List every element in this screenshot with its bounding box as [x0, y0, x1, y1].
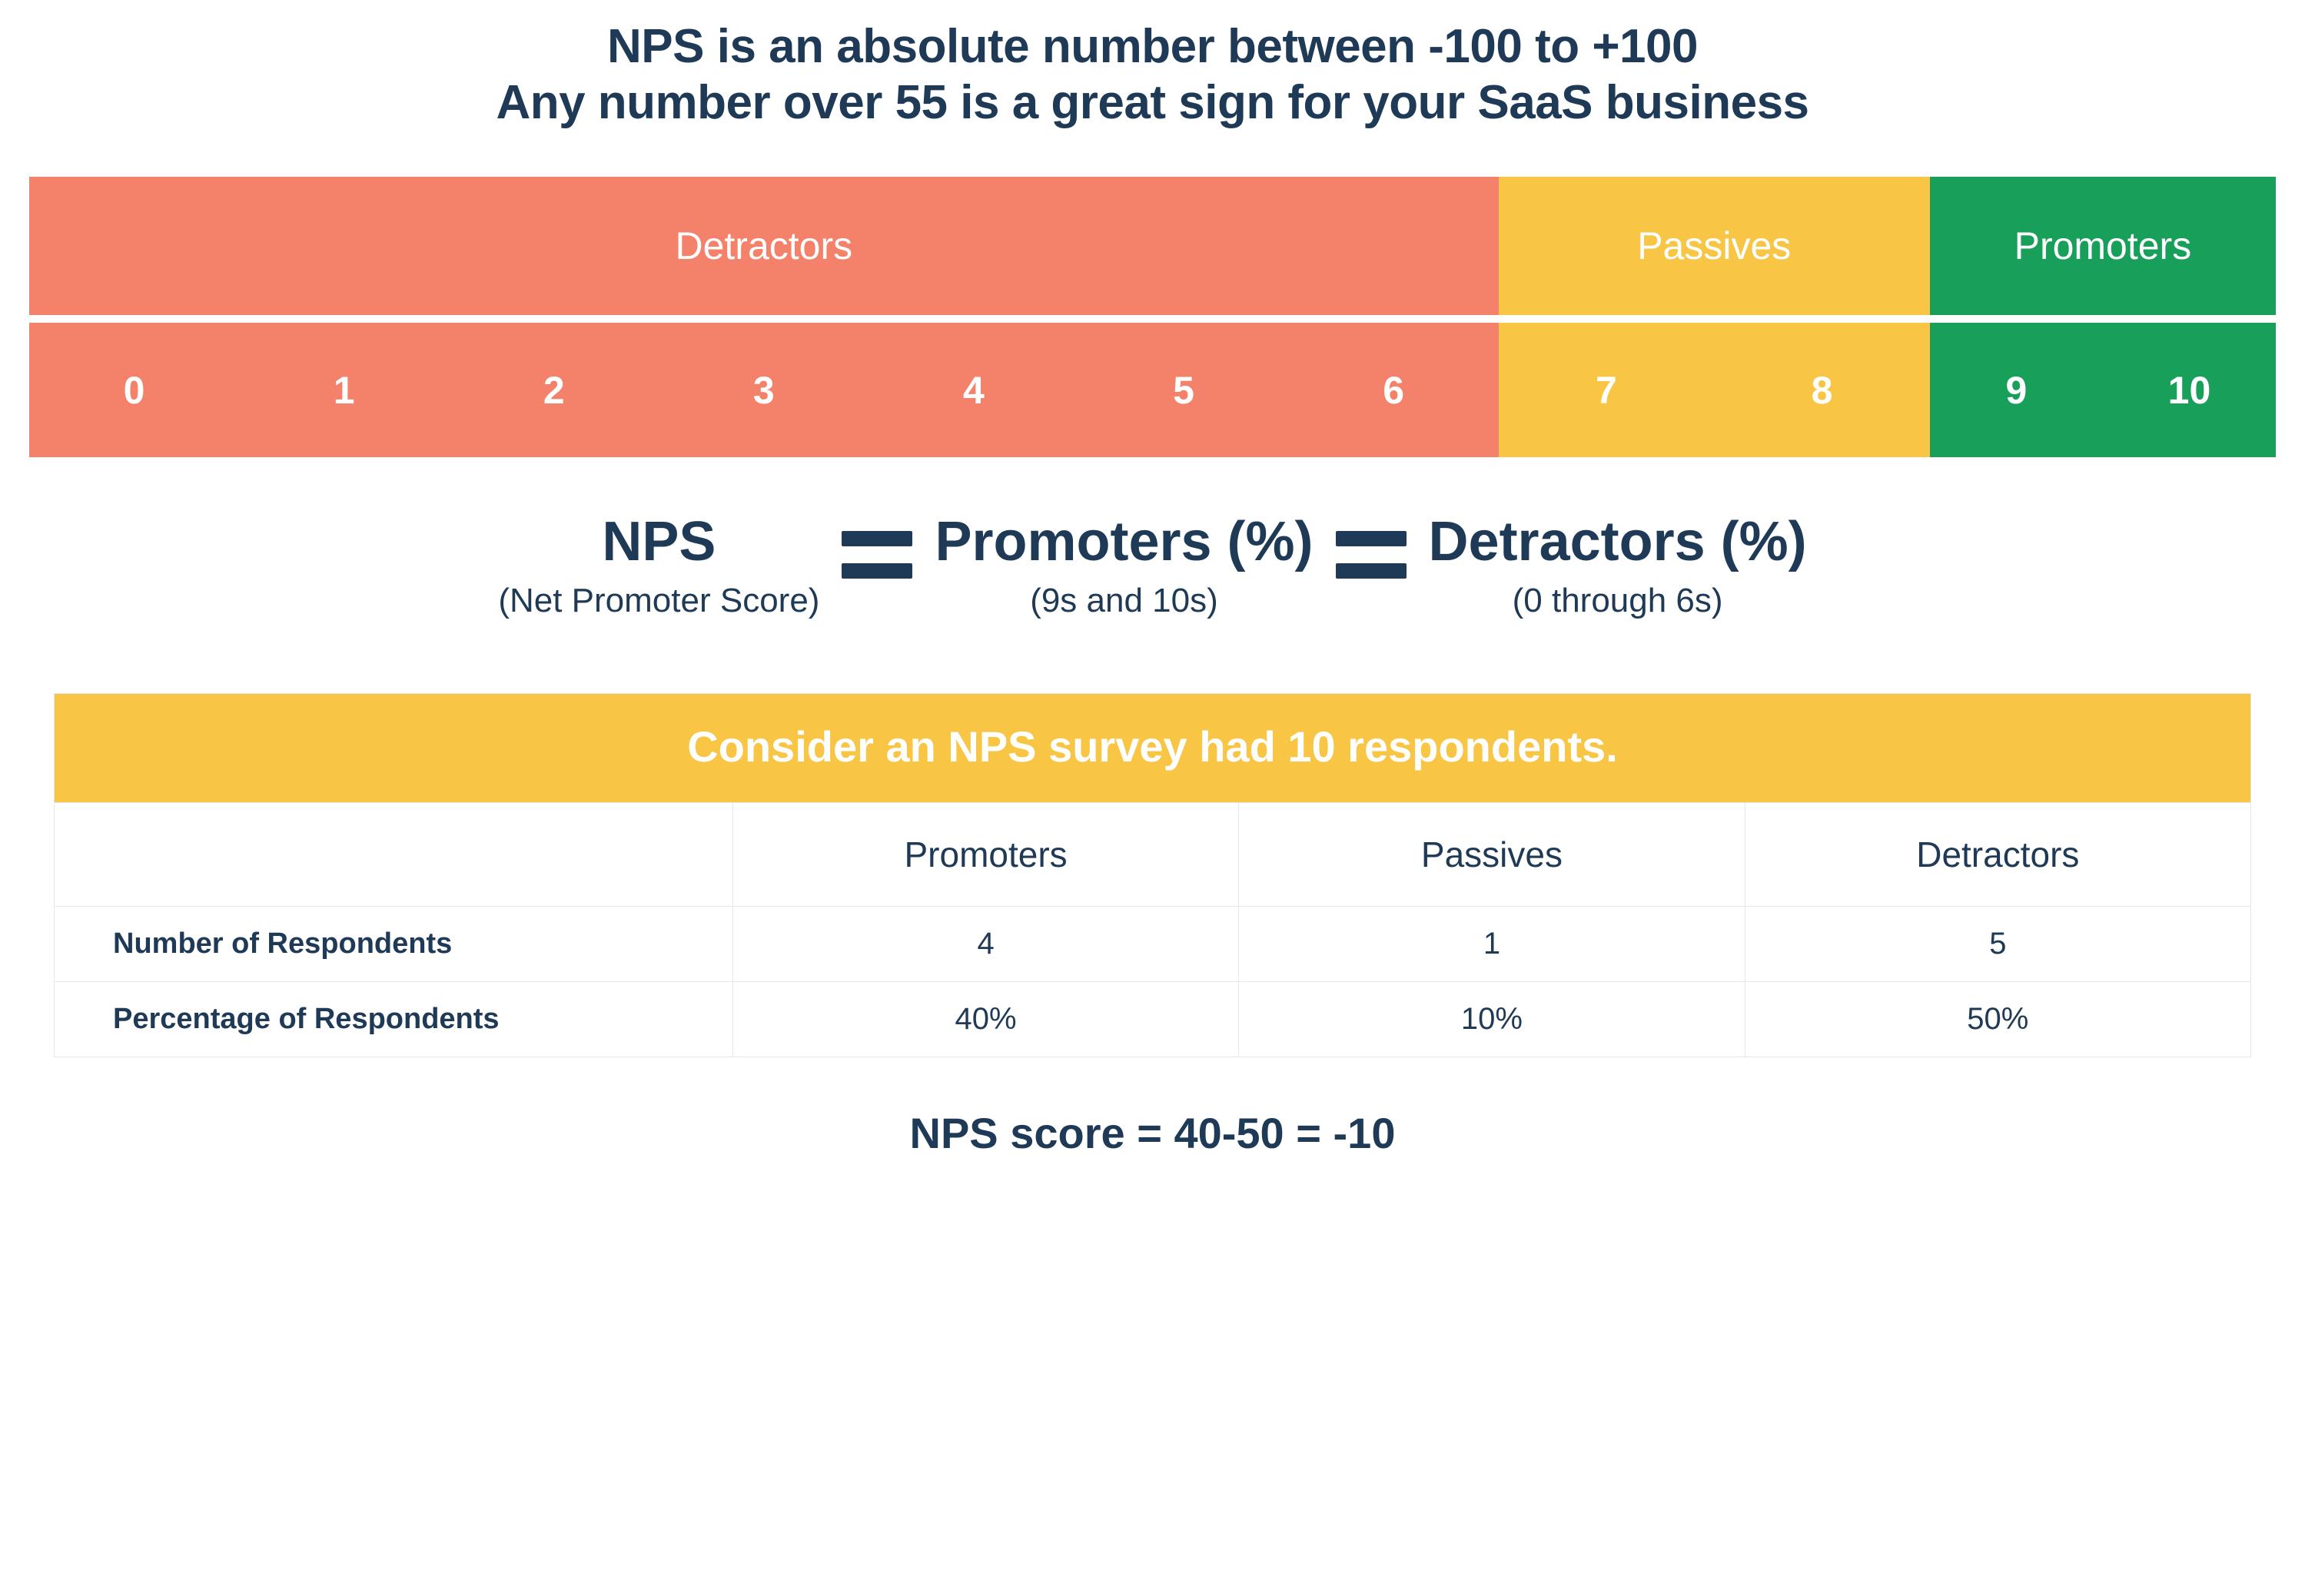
formula-term-detractors	[1429, 513, 1807, 620]
table-cell: 4	[732, 907, 1238, 982]
formula-term-detractors-main: Detractors (%)	[1428, 511, 1807, 573]
scale-segment-passives	[1499, 177, 1930, 315]
nps-scale-category-row	[29, 177, 2276, 315]
nps-formula	[0, 513, 2305, 620]
table-cell: 50%	[1745, 982, 2250, 1057]
table-header-passives: Passives	[1239, 803, 1745, 907]
table-header-row	[55, 803, 2250, 907]
nps-scale-number-row	[29, 323, 2276, 457]
table-cell: 5	[1745, 907, 2250, 982]
table-header-blank	[55, 803, 732, 907]
scale-numbers-detractors	[29, 323, 1499, 457]
scale-number: 0	[123, 368, 145, 412]
scale-segment-promoters	[1930, 177, 2276, 315]
scale-number: 9	[2005, 368, 2028, 412]
scale-segment-promoters-label: Promoters	[2014, 224, 2192, 268]
nps-scale-numbers	[29, 323, 2276, 457]
page-title-line-1: NPS is an absolute number between -100 to +100	[607, 20, 1698, 73]
table-cell: 10%	[1239, 982, 1745, 1057]
scale-number: 4	[963, 368, 985, 412]
table-cell: 40%	[732, 982, 1238, 1057]
equals-icon	[1314, 531, 1429, 579]
scale-number: 10	[2167, 368, 2211, 412]
scale-number: 2	[543, 368, 565, 412]
scale-segment-detractors	[29, 177, 1499, 315]
scale-segment-detractors-label: Detractors	[675, 224, 853, 268]
scale-number: 8	[1811, 368, 1833, 412]
scale-number: 7	[1596, 368, 1617, 412]
table-header-detractors: Detractors	[1745, 803, 2250, 907]
scale-number: 3	[752, 368, 775, 412]
scale-numbers-passives	[1499, 323, 1930, 457]
table-row-label: Percentage of Respondents	[55, 982, 732, 1057]
formula-term-detractors-sub: (0 through 6s)	[1512, 582, 1723, 620]
scale-number: 5	[1173, 368, 1194, 412]
table-row	[55, 907, 2250, 982]
example-card-title: Consider an NPS survey had 10 respondents.	[55, 694, 2250, 802]
scale-number: 1	[333, 368, 355, 412]
nps-score-result: NPS score = 40-50 = -10	[909, 1109, 1396, 1158]
scale-numbers-promoters	[1930, 323, 2276, 457]
formula-term-promoters	[935, 513, 1313, 620]
formula-term-nps	[498, 513, 819, 620]
page-title-line-2: Any number over 55 is a great sign for your SaaS business	[496, 76, 1809, 130]
example-table	[55, 802, 2250, 1057]
example-card	[54, 693, 2251, 1057]
nps-scale	[29, 177, 2276, 457]
formula-term-nps-sub: (Net Promoter Score)	[498, 582, 820, 620]
scale-number: 6	[1383, 368, 1405, 412]
formula-term-nps-main: NPS	[602, 511, 716, 573]
equals-icon	[819, 531, 935, 579]
table-row-label: Number of Respondents	[55, 907, 732, 982]
scale-segment-passives-label: Passives	[1637, 224, 1792, 268]
formula-term-promoters-main: Promoters (%)	[935, 511, 1314, 573]
table-header-promoters: Promoters	[732, 803, 1238, 907]
page-title	[0, 0, 2305, 131]
table-cell: 1	[1239, 907, 1745, 982]
formula-term-promoters-sub: (9s and 10s)	[1030, 582, 1218, 620]
table-row	[55, 982, 2250, 1057]
